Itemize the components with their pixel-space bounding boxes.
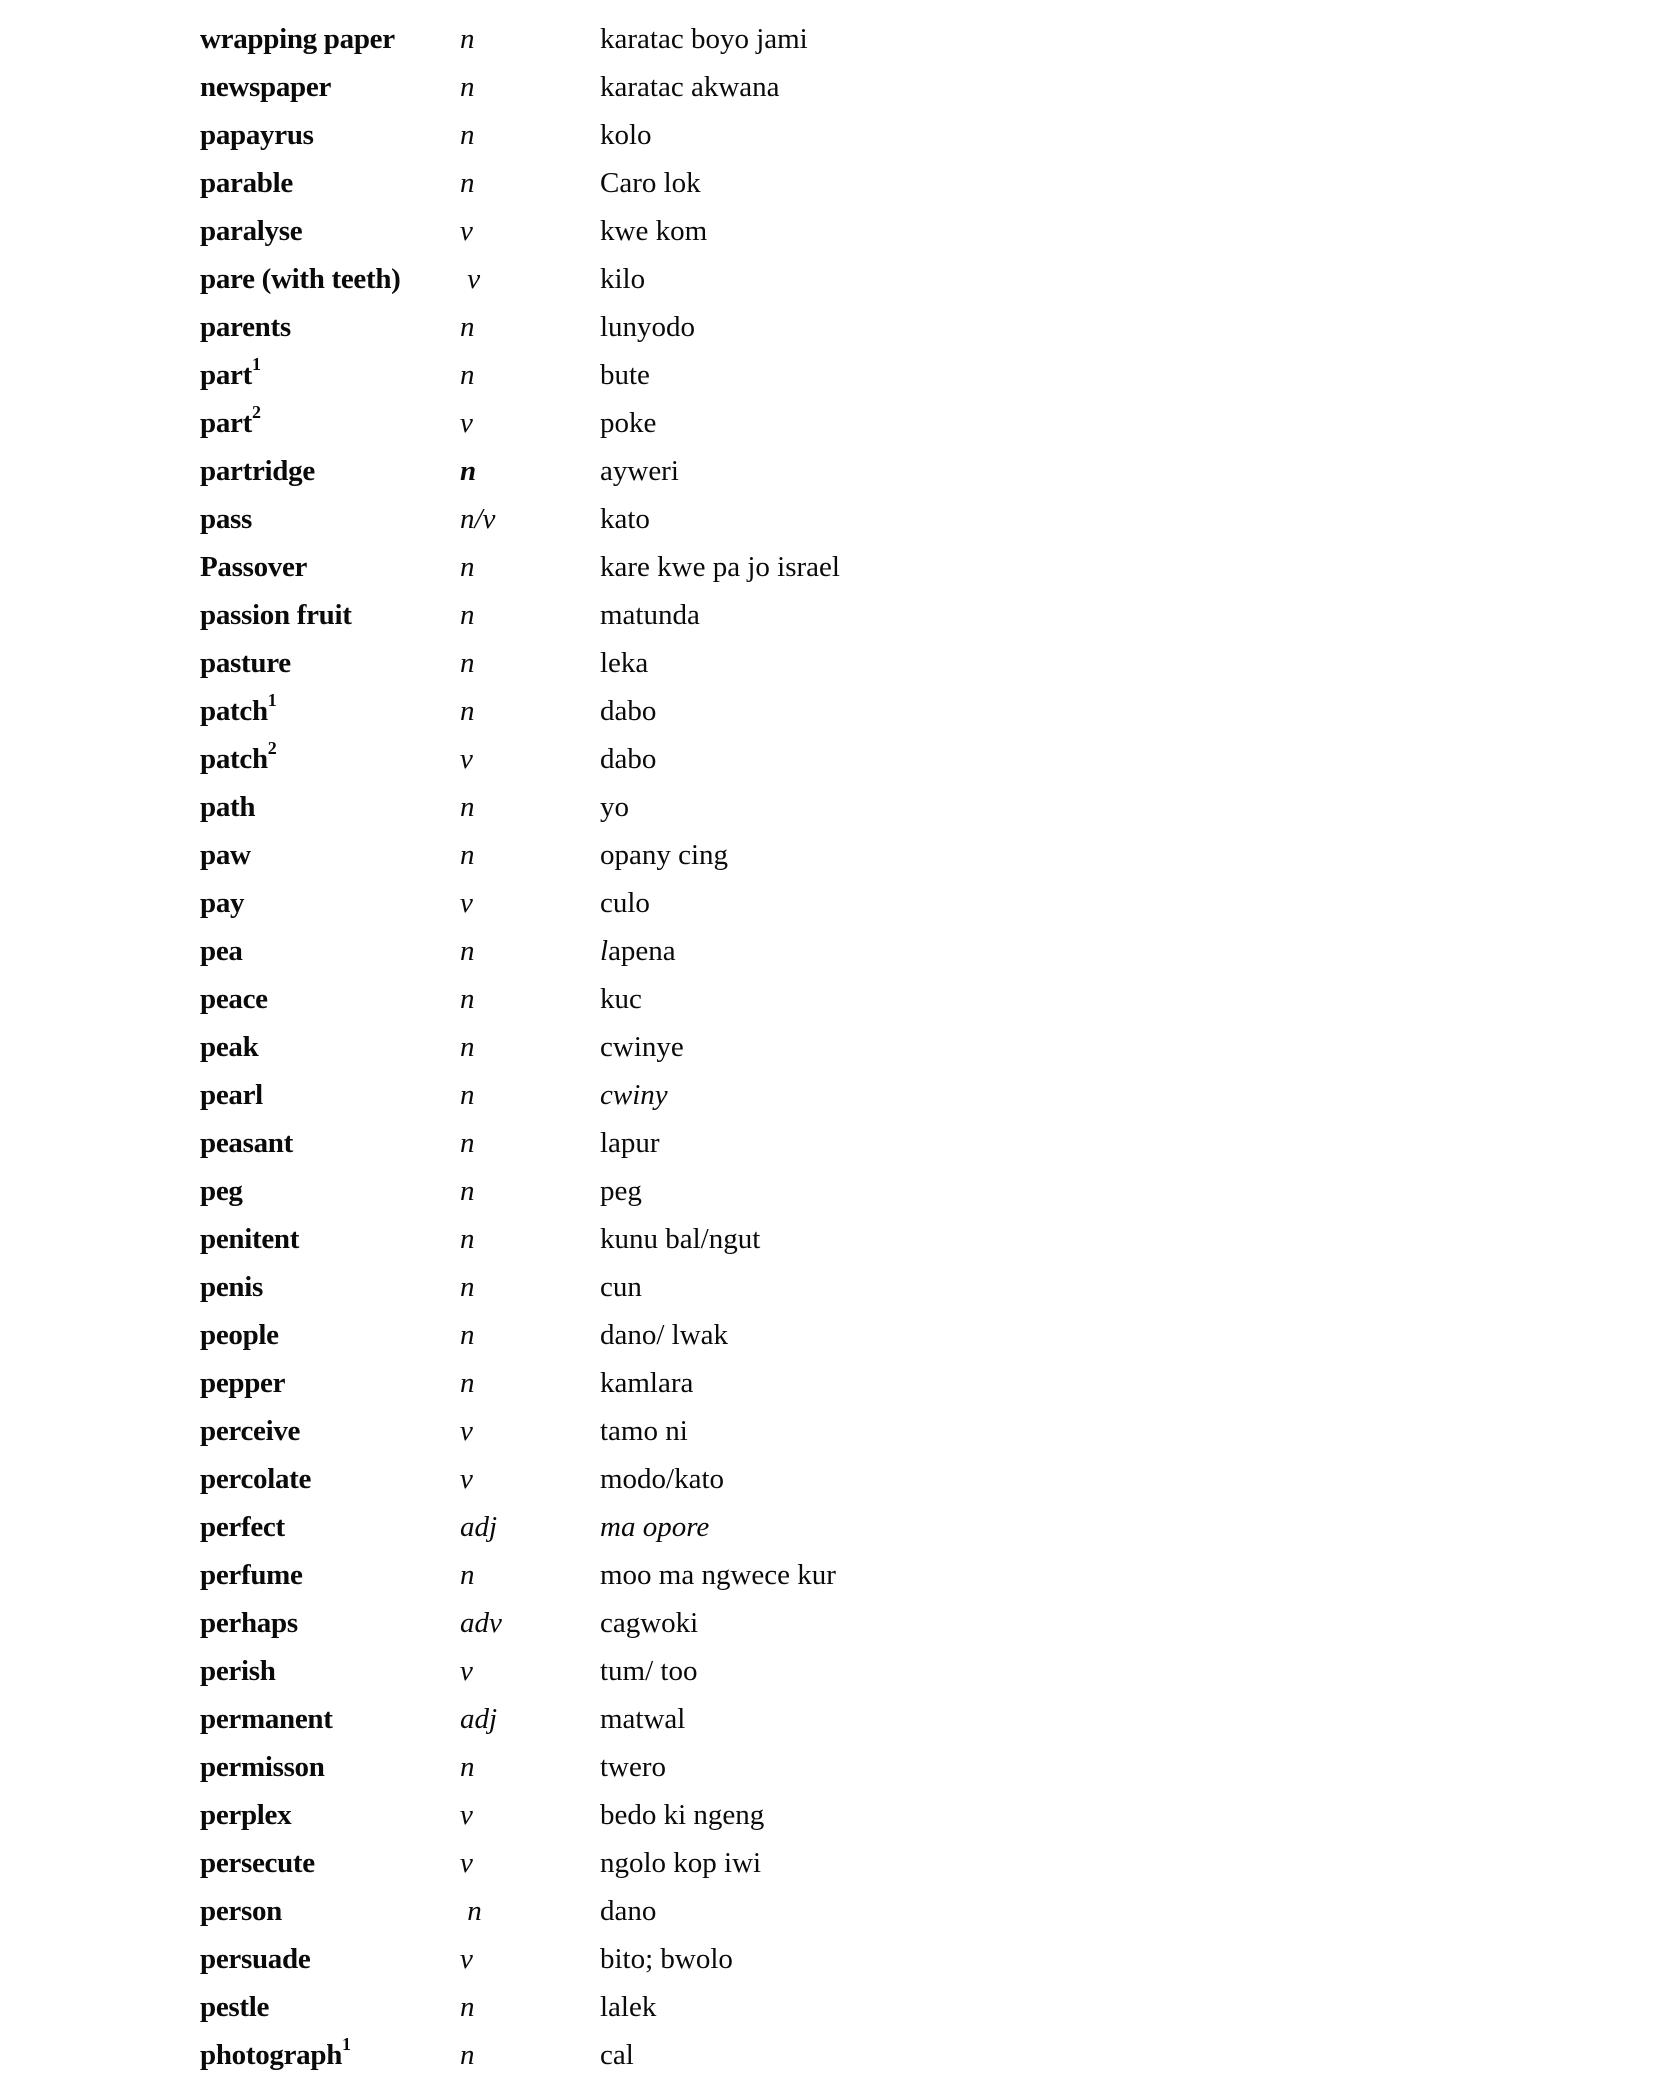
entry-row <box>200 1119 1654 1167</box>
entry-translation <box>600 886 1654 921</box>
translation-segment: ayweri <box>600 454 679 487</box>
entry-part-of-speech: v <box>460 1846 473 1879</box>
entry-row <box>200 1599 1654 1647</box>
headword-text: peace <box>200 982 268 1015</box>
headword-text: perfume <box>200 1558 303 1591</box>
entry-headword <box>200 354 460 393</box>
entry-row <box>200 1263 1654 1311</box>
entry-part-of-speech: n <box>460 1894 482 1927</box>
entry-headword <box>200 1414 460 1449</box>
headword-text: partridge <box>200 454 315 487</box>
entry-row <box>200 351 1654 399</box>
translation-segment: cun <box>600 1270 642 1303</box>
headword-superscript: 2 <box>267 738 277 759</box>
headword-text: people <box>200 1318 279 1351</box>
translation-segment: lalek <box>600 1990 657 2023</box>
translation-segment: kato <box>600 502 650 535</box>
headword-text: peak <box>200 1030 259 1063</box>
entry-headword <box>200 1366 460 1401</box>
headword-text: penis <box>200 1270 263 1303</box>
headword-text: permanent <box>200 1702 333 1735</box>
entry-part-of-speech: adv <box>460 1606 502 1639</box>
entry-translation <box>600 358 1654 393</box>
translation-segment: matwal <box>600 1702 686 1735</box>
headword-text: persuade <box>200 1942 311 1975</box>
headword-superscript: 2 <box>251 402 261 423</box>
entry-part-of-speech: adj <box>460 1702 498 1735</box>
translation-segment: twero <box>600 1750 667 1783</box>
entry-part-of-speech: n <box>460 1318 475 1351</box>
entry-row <box>200 1311 1654 1359</box>
translation-segment: yo <box>600 790 629 823</box>
entry-row <box>200 591 1654 639</box>
entry-translation <box>600 838 1654 873</box>
headword-text: peg <box>200 1174 243 1207</box>
entry-headword <box>200 886 460 921</box>
entry-translation <box>600 1846 1654 1881</box>
headword-text: part <box>200 406 252 439</box>
entry-row <box>200 1455 1654 1503</box>
headword-text: Passover <box>200 550 308 583</box>
entry-row <box>200 735 1654 783</box>
translation-segment: kunu bal/ngut <box>600 1222 761 1255</box>
translation-segment: kwe kom <box>600 214 708 247</box>
entry-part-of-speech: n <box>460 694 475 727</box>
entry-headword <box>200 1606 460 1641</box>
translation-segment: bito; bwolo <box>600 1942 733 1975</box>
entry-translation <box>600 742 1654 777</box>
headword-text: perceive <box>200 1414 301 1447</box>
entry-part-of-speech: n <box>460 934 475 967</box>
entry-part-of-speech: v <box>460 1942 473 1975</box>
entry-headword <box>200 790 460 825</box>
entry-row <box>200 1887 1654 1935</box>
entry-headword <box>200 838 460 873</box>
entry-part-of-speech: v <box>460 262 481 295</box>
translation-segment: bedo ki ngeng <box>600 1798 765 1831</box>
headword-text: pea <box>200 934 243 967</box>
entry-headword <box>200 1990 460 2025</box>
translation-segment: kolo <box>600 118 652 151</box>
entry-headword <box>200 1510 460 1545</box>
entry-part-of-speech: n <box>460 1366 475 1399</box>
entry-part-of-speech: n <box>460 166 475 199</box>
headword-text: peasant <box>200 1126 293 1159</box>
translation-segment: l <box>600 934 609 967</box>
entry-headword <box>200 1894 460 1929</box>
entry-headword <box>200 982 460 1017</box>
entry-translation <box>600 502 1654 537</box>
entry-row <box>200 1407 1654 1455</box>
entry-translation <box>600 1222 1654 1257</box>
entry-row <box>200 1695 1654 1743</box>
entry-headword <box>200 1126 460 1161</box>
entry-headword <box>200 70 460 105</box>
translation-segment: kuc <box>600 982 642 1015</box>
entry-part-of-speech: n <box>460 1222 475 1255</box>
entry-part-of-speech: n <box>460 118 475 151</box>
translation-segment: ma opore <box>600 1510 710 1543</box>
entry-row <box>200 1551 1654 1599</box>
entry-part-of-speech: n <box>460 70 475 103</box>
entry-row <box>200 1023 1654 1071</box>
entry-part-of-speech: n <box>460 1078 475 1111</box>
entry-headword <box>200 598 460 633</box>
entry-row <box>200 1983 1654 2031</box>
headword-text: part <box>200 358 252 391</box>
headword-text: perhaps <box>200 1606 298 1639</box>
entry-part-of-speech: adj <box>460 1510 498 1543</box>
translation-segment: lunyodo <box>600 310 696 343</box>
entry-part-of-speech: v <box>460 406 473 439</box>
entry-part-of-speech: n <box>460 550 475 583</box>
entry-translation <box>600 1462 1654 1497</box>
entry-translation <box>600 1270 1654 1305</box>
entry-translation <box>600 934 1654 969</box>
entry-headword <box>200 1318 460 1353</box>
translation-segment: cal <box>600 2038 634 2071</box>
entry-part-of-speech: v <box>460 1654 473 1687</box>
headword-text: passion fruit <box>200 598 352 631</box>
entry-row <box>200 1839 1654 1887</box>
entry-part-of-speech: n <box>460 982 475 1015</box>
translation-segment: cwinye <box>600 1030 684 1063</box>
translation-segment: tamo ni <box>600 1414 688 1447</box>
entry-part-of-speech: n <box>460 2038 475 2071</box>
entry-headword <box>200 738 460 777</box>
entry-row <box>200 879 1654 927</box>
entry-headword <box>200 550 460 585</box>
entry-headword <box>200 214 460 249</box>
headword-text: perish <box>200 1654 276 1687</box>
translation-segment: Caro lok <box>600 166 701 199</box>
entry-headword <box>200 118 460 153</box>
entry-part-of-speech: n <box>460 310 475 343</box>
translation-segment: dano <box>600 1894 657 1927</box>
headword-text: pepper <box>200 1366 286 1399</box>
translation-segment: matunda <box>600 598 700 631</box>
entry-headword <box>200 646 460 681</box>
headword-text: photograph <box>200 2038 343 2071</box>
headword-text: papayrus <box>200 118 314 151</box>
entry-row <box>200 783 1654 831</box>
entry-translation <box>600 1030 1654 1065</box>
entry-headword <box>200 1558 460 1593</box>
entry-row <box>200 975 1654 1023</box>
entry-headword <box>200 1078 460 1113</box>
translation-segment: bute <box>600 358 650 391</box>
headword-text: patch <box>200 742 268 775</box>
entry-part-of-speech: n <box>460 838 475 871</box>
entry-row <box>200 1071 1654 1119</box>
translation-segment: modo/kato <box>600 1462 725 1495</box>
entry-translation <box>600 790 1654 825</box>
translation-segment: peg <box>600 1174 642 1207</box>
translation-segment: leka <box>600 646 649 679</box>
entry-headword <box>200 262 460 297</box>
headword-text: percolate <box>200 1462 312 1495</box>
entry-translation <box>600 214 1654 249</box>
headword-text: pare (with teeth) <box>200 262 401 295</box>
entry-headword <box>200 1030 460 1065</box>
headword-text: patch <box>200 694 268 727</box>
entry-translation <box>600 1942 1654 1977</box>
entry-row <box>200 1647 1654 1695</box>
entry-part-of-speech: n <box>460 646 475 679</box>
entry-row <box>200 111 1654 159</box>
translation-segment: culo <box>600 886 650 919</box>
entry-headword <box>200 1846 460 1881</box>
entry-translation <box>600 310 1654 345</box>
translation-segment: poke <box>600 406 657 439</box>
headword-superscript: 1 <box>342 2034 351 2055</box>
entry-translation <box>600 1606 1654 1641</box>
entry-part-of-speech: n <box>460 454 477 487</box>
entry-translation <box>600 1510 1654 1545</box>
entry-row <box>200 255 1654 303</box>
entry-row <box>200 63 1654 111</box>
entry-row <box>200 2031 1654 2079</box>
entry-headword <box>200 1702 460 1737</box>
entry-row <box>200 159 1654 207</box>
headword-text: pearl <box>200 1078 263 1111</box>
entry-translation <box>600 118 1654 153</box>
entry-translation <box>600 166 1654 201</box>
entry-row <box>200 543 1654 591</box>
headword-text: pay <box>200 886 245 919</box>
headword-text: paralyse <box>200 214 303 247</box>
entry-row <box>200 1167 1654 1215</box>
headword-superscript: 1 <box>267 690 277 711</box>
entry-part-of-speech: n <box>460 358 475 391</box>
headword-text: parable <box>200 166 293 199</box>
entry-headword <box>200 166 460 201</box>
entry-row <box>200 399 1654 447</box>
entry-headword <box>200 934 460 969</box>
headword-text: newspaper <box>200 70 332 103</box>
dictionary-entry-list <box>200 0 1654 2079</box>
headword-text: person <box>200 1894 282 1927</box>
entry-headword <box>200 310 460 345</box>
entry-row <box>200 831 1654 879</box>
translation-segment: cwiny <box>600 1078 668 1111</box>
translation-segment: ngolo kop iwi <box>600 1846 762 1879</box>
entry-translation <box>600 646 1654 681</box>
entry-part-of-speech: n <box>460 1990 475 2023</box>
entry-part-of-speech: n <box>460 22 475 55</box>
translation-segment: karatac akwana <box>600 70 780 103</box>
entry-translation <box>600 1174 1654 1209</box>
entry-headword <box>200 1750 460 1785</box>
entry-part-of-speech: n <box>460 598 475 631</box>
entry-translation <box>600 1078 1654 1113</box>
entry-part-of-speech: n/v <box>460 502 496 535</box>
headword-text: wrapping paper <box>200 22 395 55</box>
translation-segment: kamlara <box>600 1366 694 1399</box>
entry-headword <box>200 502 460 537</box>
entry-headword <box>200 1222 460 1257</box>
entry-part-of-speech: n <box>460 1174 475 1207</box>
translation-segment: tum/ too <box>600 1654 698 1687</box>
entry-row <box>200 927 1654 975</box>
headword-text: pestle <box>200 1990 270 2023</box>
entry-translation <box>600 1750 1654 1785</box>
entry-row <box>200 1935 1654 1983</box>
entry-row <box>200 1215 1654 1263</box>
entry-translation <box>600 262 1654 297</box>
entry-translation <box>600 1126 1654 1161</box>
translation-segment: dano/ lwak <box>600 1318 729 1351</box>
entry-translation <box>600 1558 1654 1593</box>
entry-headword <box>200 22 460 57</box>
translation-segment: dabo <box>600 694 657 727</box>
entry-headword <box>200 1174 460 1209</box>
entry-headword <box>200 1654 460 1689</box>
entry-part-of-speech: v <box>460 1798 473 1831</box>
entry-part-of-speech: v <box>460 1414 473 1447</box>
entry-part-of-speech: v <box>460 886 473 919</box>
translation-segment: apena <box>608 934 676 967</box>
headword-text: permisson <box>200 1750 325 1783</box>
translation-segment: lapur <box>600 1126 660 1159</box>
headword-text: perfect <box>200 1510 285 1543</box>
entry-headword <box>200 1270 460 1305</box>
entry-part-of-speech: n <box>460 1750 475 1783</box>
entry-translation <box>600 1798 1654 1833</box>
entry-translation <box>600 1894 1654 1929</box>
entry-headword <box>200 2034 460 2073</box>
entry-part-of-speech: v <box>460 214 473 247</box>
headword-text: pass <box>200 502 252 535</box>
entry-translation <box>600 1702 1654 1737</box>
entry-translation <box>600 1318 1654 1353</box>
translation-segment: opany cing <box>600 838 729 871</box>
headword-text: path <box>200 790 256 823</box>
entry-part-of-speech: n <box>460 1126 475 1159</box>
entry-translation <box>600 454 1654 489</box>
entry-row <box>200 207 1654 255</box>
headword-text: persecute <box>200 1846 315 1879</box>
entry-translation <box>600 982 1654 1017</box>
entry-row <box>200 687 1654 735</box>
translation-segment: karatac boyo jami <box>600 22 808 55</box>
entry-part-of-speech: n <box>460 1558 475 1591</box>
entry-translation <box>600 1990 1654 2025</box>
entry-translation <box>600 2038 1654 2073</box>
entry-row <box>200 15 1654 63</box>
translation-segment: kilo <box>600 262 646 295</box>
entry-part-of-speech: v <box>460 742 473 775</box>
entry-row <box>200 1359 1654 1407</box>
entry-headword <box>200 402 460 441</box>
entry-translation <box>600 1654 1654 1689</box>
entry-translation <box>600 550 1654 585</box>
headword-text: pasture <box>200 646 291 679</box>
entry-row <box>200 303 1654 351</box>
entry-translation <box>600 1414 1654 1449</box>
translation-segment: moo ma ngwece kur <box>600 1558 836 1591</box>
entry-part-of-speech: n <box>460 790 475 823</box>
entry-headword <box>200 1462 460 1497</box>
entry-row <box>200 1791 1654 1839</box>
translation-segment: kare kwe pa jo israel <box>600 550 840 583</box>
entry-translation <box>600 1366 1654 1401</box>
entry-row <box>200 447 1654 495</box>
entry-translation <box>600 70 1654 105</box>
entry-row <box>200 639 1654 687</box>
entry-row <box>200 1743 1654 1791</box>
headword-text: paw <box>200 838 251 871</box>
entry-headword <box>200 1798 460 1833</box>
entry-part-of-speech: n <box>460 1030 475 1063</box>
translation-segment: dabo <box>600 742 657 775</box>
headword-text: perplex <box>200 1798 292 1831</box>
entry-headword <box>200 454 460 489</box>
entry-row <box>200 1503 1654 1551</box>
entry-translation <box>600 406 1654 441</box>
entry-translation <box>600 694 1654 729</box>
headword-text: penitent <box>200 1222 300 1255</box>
entry-translation <box>600 22 1654 57</box>
translation-segment: cagwoki <box>600 1606 699 1639</box>
entry-part-of-speech: n <box>460 1270 475 1303</box>
headword-superscript: 1 <box>251 354 261 375</box>
entry-part-of-speech: v <box>460 1462 473 1495</box>
headword-text: parents <box>200 310 291 343</box>
entry-headword <box>200 690 460 729</box>
entry-translation <box>600 598 1654 633</box>
entry-row <box>200 495 1654 543</box>
entry-headword <box>200 1942 460 1977</box>
